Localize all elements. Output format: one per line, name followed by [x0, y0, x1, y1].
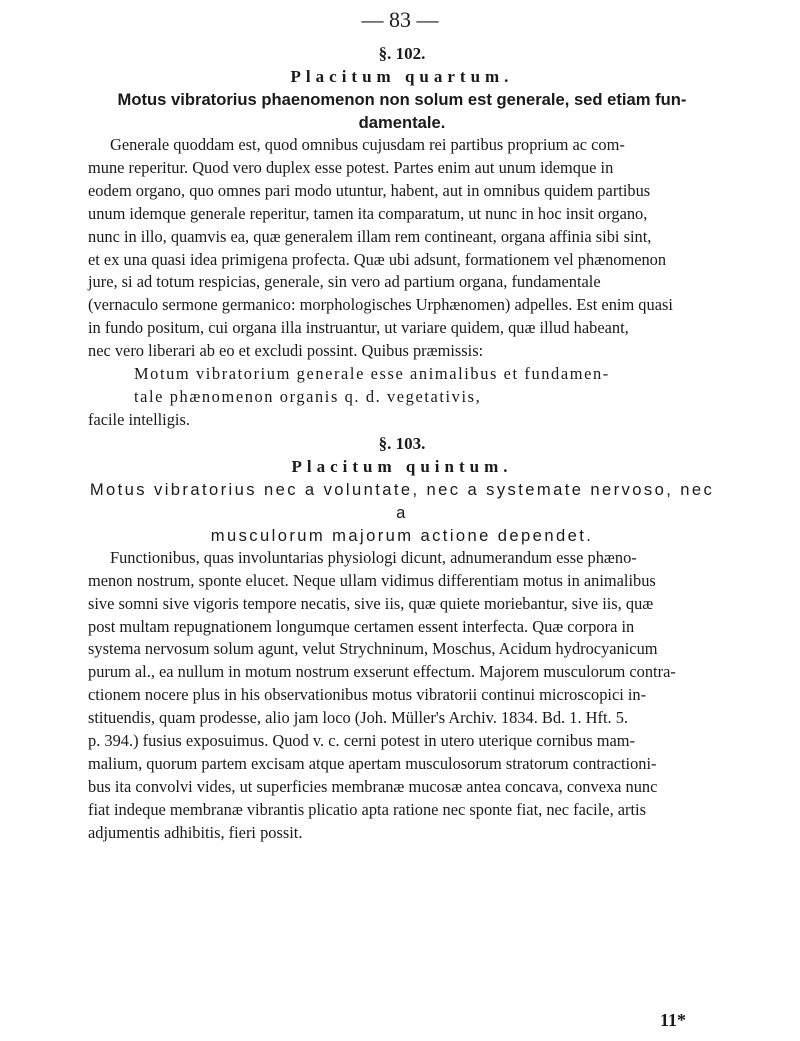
- paragraph-line: fiat indeque membranæ vibrantis plicatio apta ratione nec sponte fiat, nec facile, artis: [88, 799, 646, 819]
- paragraph-line: Generale quoddam est, quod omnibus cujusdam rei partibus proprium ac com-: [110, 135, 625, 154]
- thesis-103-line: Motus vibratorius nec a voluntate, nec a systemate nervoso, nec a: [89, 479, 715, 522]
- page-number: — 83 —: [361, 7, 439, 32]
- paragraph-line: stituendis, quam prodesse, alio jam loco (Joh. Müller's Archiv. 1834. Bd. 1. Hft. 5.: [88, 708, 628, 728]
- paragraph-line: menon nostrum, sponte elucet. Neque ullam vidimus differentiam motus in animalibus: [88, 570, 656, 590]
- placitum-title-quintum: Placitum quintum.: [291, 456, 513, 476]
- conclusion-line: Motum vibratorium generale esse animalibus et fundamen-: [134, 364, 610, 384]
- paragraph-line: mune reperitur. Quod vero duplex esse potest. Partes enim aut unum idemque in: [88, 157, 614, 177]
- paragraph-102: [88, 134, 716, 363]
- section-number-103: §. 103.: [378, 433, 426, 453]
- paragraph-line: Functionibus, quas involuntarias physiologi dicunt, adnumerandum esse phæno-: [110, 547, 637, 567]
- paragraph-line: systema nervosum solum agunt, velut Strychninum, Moschus, Acidum hydrocyanicum: [88, 639, 658, 659]
- paragraph-103: [88, 547, 716, 845]
- paragraph-line: ctionem nocere plus in his observationibus motus vibratorii continui microscopici in-: [88, 685, 647, 705]
- paragraph-line: eodem organo, quo omnes pari modo utuntur, habent, aut in omnibus quidem partibus: [88, 180, 651, 200]
- paragraph-line: nunc in illo, quamvis ea, quæ generalem illam rem contineant, organa affinia sibi sint,: [88, 226, 652, 246]
- paragraph-line: adjumentis adhibitis, fieri possit.: [88, 822, 303, 842]
- conclusion-line: tale phænomenon organis q. d. vegetativis,: [134, 386, 482, 406]
- paragraph-line: in fundo positum, cui organa illa instruantur, ut variare quidem, quæ illud habeant,: [88, 318, 629, 338]
- conclusion-end: [88, 409, 716, 432]
- thesis-102-text: Motus vibratorius phaenomenon non solum est generale, sed etiam fun-damentale.: [117, 90, 687, 132]
- paragraph-line: purum al., ea nullum in motum nostrum exserunt effectum. Majorem musculorum contra-: [88, 662, 676, 682]
- signature-mark: 11*: [660, 1010, 687, 1030]
- paragraph-line: malium, quorum partem excisam atque apertam musculosorum stratorum contractioni-: [88, 753, 657, 773]
- placitum-title-quartum: Placitum quartum.: [290, 67, 514, 86]
- section-number-102: §. 102.: [378, 44, 426, 63]
- paragraph-line: unum idemque generale reperitur, tamen ita comparatum, ut nunc in hoc insit organo,: [88, 203, 648, 223]
- paragraph-line: bus ita convolvi vides, ut superficies membranæ mucosæ antea concava, convexa nunc: [88, 776, 658, 796]
- text-body: [88, 42, 716, 845]
- thesis-102: [88, 88, 716, 134]
- paragraph-line: sive somni sive vigoris tempore necatis, sive iis, quæ quiete moriebantur, sive iis, quæ: [88, 593, 654, 613]
- paragraph-line: et ex una quasi idea primigena profecta. Quæ ubi adsunt, formationem vel phænomenon: [88, 249, 667, 269]
- paragraph-line: jure, si ad totum respicias, generale, sin vero ad partium organa, fundamentale: [88, 272, 601, 292]
- thesis-103-line: musculorum majorum actione dependet.: [210, 525, 594, 545]
- paragraph-line: (vernaculo sermone germanico: morphologisches Urphænomen) adpelles. Est enim quasi: [88, 295, 673, 315]
- paragraph-line: p. 394.) fusius exposuimus. Quod v. c. cerni potest in utero uterique cornibus mam-: [88, 731, 636, 751]
- conclusion-102: [88, 363, 716, 409]
- paragraph-line: nec vero liberari ab eo et excludi possint. Quibus præmissis:: [88, 341, 484, 361]
- thesis-103: [88, 478, 716, 547]
- conclusion-line: facile intelligis.: [88, 409, 190, 429]
- paragraph-line: post multam repugnationem longumque certamen essent interfecta. Quæ corpora in: [88, 616, 635, 636]
